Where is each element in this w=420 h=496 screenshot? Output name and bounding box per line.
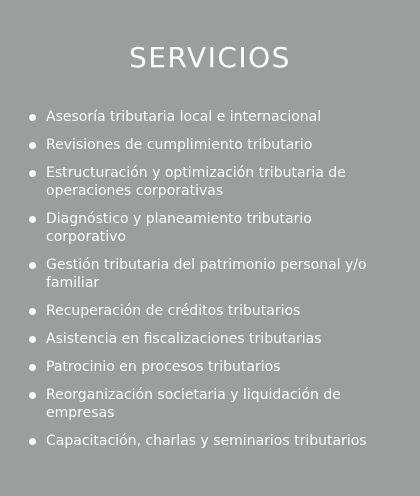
list-item-text: Recuperación de créditos tributarios bbox=[46, 303, 301, 319]
bullet-icon bbox=[29, 114, 36, 121]
list-item-text: Patrocinio en procesos tributarios bbox=[46, 359, 281, 375]
list-item-text: Capacitación, charlas y seminarios tributarios bbox=[46, 433, 367, 449]
list-item-text: Asesoría tributaria local e internacional bbox=[46, 109, 322, 125]
services-list bbox=[0, 108, 420, 460]
list-item bbox=[0, 164, 420, 200]
list-item bbox=[0, 302, 420, 320]
bullet-icon bbox=[29, 364, 36, 371]
list-item bbox=[0, 432, 420, 450]
list-item bbox=[0, 256, 420, 292]
list-item-text: Estructuración y optimización tributaria de operaciones corporativas bbox=[46, 165, 346, 199]
bullet-icon bbox=[29, 262, 36, 269]
bullet-icon bbox=[29, 438, 36, 445]
list-item-text: Reorganización societaria y liquidación de empresas bbox=[46, 387, 341, 421]
bullet-icon bbox=[29, 216, 36, 223]
bullet-icon bbox=[29, 170, 36, 177]
list-item bbox=[0, 210, 420, 246]
list-item-text: Diagnóstico y planeamiento tributario corporativo bbox=[46, 211, 312, 245]
list-item-text: Gestión tributaria del patrimonio personal y/o familiar bbox=[46, 257, 367, 291]
list-item bbox=[0, 330, 420, 348]
bullet-icon bbox=[29, 336, 36, 343]
list-item bbox=[0, 358, 420, 376]
list-item-text: Revisiones de cumplimiento tributario bbox=[46, 137, 313, 153]
bullet-icon bbox=[29, 392, 36, 399]
list-item bbox=[0, 386, 420, 422]
list-item-text: Asistencia en fiscalizaciones tributarias bbox=[46, 331, 322, 347]
section-title: SERVICIOS bbox=[129, 41, 291, 74]
list-item bbox=[0, 108, 420, 126]
bullet-icon bbox=[29, 142, 36, 149]
bullet-icon bbox=[29, 308, 36, 315]
list-item bbox=[0, 136, 420, 154]
